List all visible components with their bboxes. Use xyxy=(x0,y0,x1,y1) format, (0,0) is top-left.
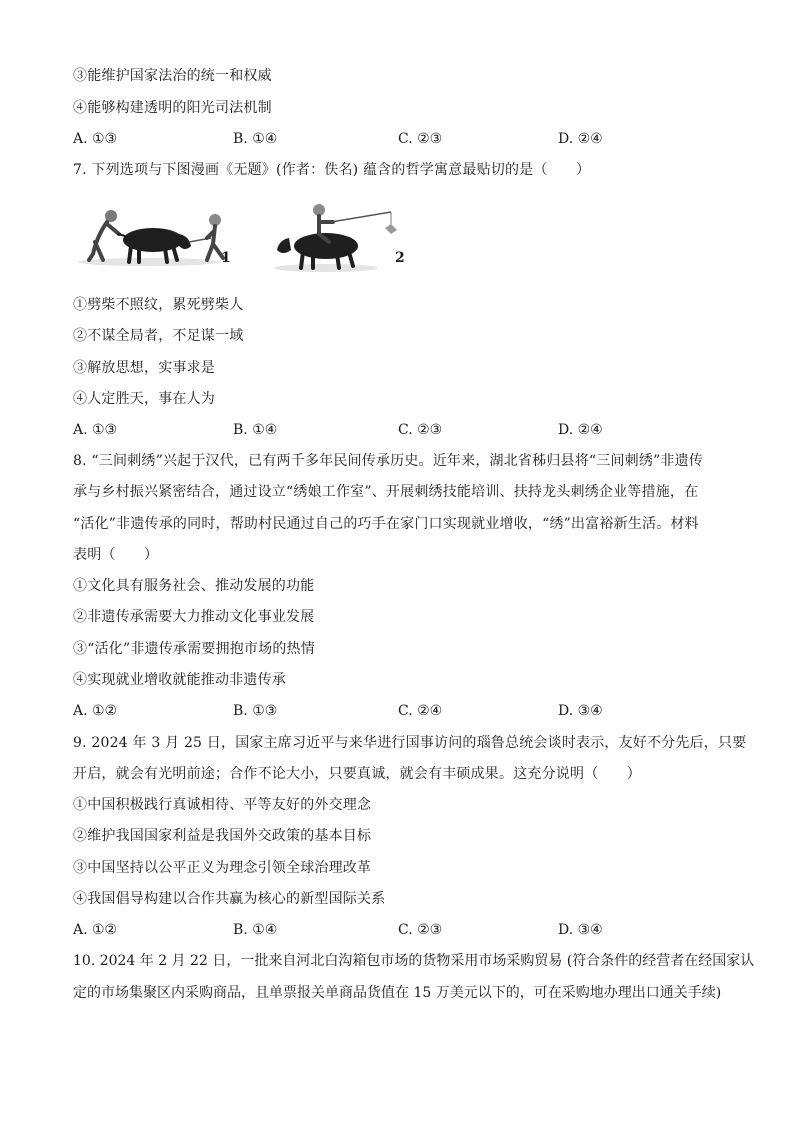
q7-item-4: ④人定胜天，事在人为 xyxy=(73,391,215,407)
q8-stem-line-2: 承与乡村振兴紧密结合，通过设立“绣娘工作室”、开展刺绣技能培训、扶持龙头刺绣企业等措施，在 xyxy=(73,484,699,500)
q6-option-d: D. ②④ xyxy=(558,131,603,147)
q8-stem-line-4: 表明（ ） xyxy=(73,547,159,563)
q9-stem-line-2: 开启，就会有光明前途；合作不论大小，只要真诚，就会有丰硕成果。这充分说明（ ） xyxy=(73,766,641,782)
q6-item-4: ④能够构建透明的阳光司法机制 xyxy=(73,100,272,116)
q8-item-4: ④实现就业增收就能推动非遗传承 xyxy=(73,672,286,688)
q9-item-1: ①中国积极践行真诚相待、平等友好的外交理念 xyxy=(73,797,372,813)
cartoon-label-1: 1 xyxy=(221,250,231,266)
cartoon-panel-2 xyxy=(271,198,411,280)
q7-item-3: ③解放思想，实事求是 xyxy=(73,360,215,376)
q8-item-3: ③“活化”非遗传承需要拥抱市场的热情 xyxy=(73,641,315,657)
q9-options xyxy=(73,920,733,940)
q10-stem-line-2: 定的市场集聚区内采购商品，且单票报关单商品货值在 15 万美元以下的，可在采购地办理出口通关手续) xyxy=(73,985,722,1001)
q7-option-c: C. ②③ xyxy=(398,422,443,438)
q7-option-b: B. ①④ xyxy=(233,422,278,438)
q6-option-c: C. ②③ xyxy=(398,131,443,147)
q7-cartoon xyxy=(73,198,413,280)
q8-options xyxy=(73,701,733,721)
q8-option-c: C. ②④ xyxy=(398,703,443,719)
q8-stem-line-1: 8. “三间刺绣”兴起于汉代，已有两千多年民间传承历史。近年来，湖北省秭归县将“三间刺绣”非遗传 xyxy=(73,453,704,469)
q6-option-a: A. ①③ xyxy=(73,131,118,147)
q9-item-2: ②维护我国国家利益是我国外交政策的基本目标 xyxy=(73,828,372,844)
q7-stem: 7. 下列选项与下图漫画《无题》(作者：佚名) 蕴含的哲学寓意最贴切的是（ ） xyxy=(73,162,591,178)
q6-option-b: B. ①④ xyxy=(233,131,278,147)
cartoon-panel-1 xyxy=(73,198,243,280)
q9-stem-line-1: 9. 2024 年 3 月 25 日，国家主席习近平与来华进行国事访问的瑙鲁总统会谈时表示，友好不分先后，只要 xyxy=(73,735,747,751)
q9-item-3: ③中国坚持以公平正义为理念引领全球治理改革 xyxy=(73,860,372,876)
q9-item-4: ④我国倡导构建以合作共赢为核心的新型国际关系 xyxy=(73,891,386,907)
q10-stem-line-1: 10. 2024 年 2 月 22 日，一批来自河北白沟箱包市场的货物采用市场采购贸易 (符合条件的经营者在经国家认 xyxy=(73,953,755,969)
q8-item-1: ①文化具有服务社会、推动发展的功能 xyxy=(73,578,315,594)
q6-item-3: ③能维护国家法治的统一和权威 xyxy=(73,68,272,84)
q9-option-d: D. ③④ xyxy=(558,922,603,938)
q8-stem-line-3: “活化”非遗传承的同时，帮助村民通过自己的巧手在家门口实现就业增收，“绣”出富裕新生活。材料 xyxy=(73,516,699,532)
q7-item-1: ①劈柴不照纹，累死劈柴人 xyxy=(73,297,244,313)
q8-item-2: ②非遗传承需要大力推动文化事业发展 xyxy=(73,609,315,625)
q6-options xyxy=(73,129,733,149)
q7-options xyxy=(73,420,733,440)
cartoon-label-2: 2 xyxy=(395,250,405,266)
q8-option-b: B. ①③ xyxy=(233,703,278,719)
q8-option-a: A. ①② xyxy=(73,703,118,719)
q8-option-d: D. ③④ xyxy=(558,703,603,719)
q7-item-2: ②不谋全局者，不足谋一域 xyxy=(73,328,244,344)
q9-option-c: C. ②③ xyxy=(398,922,443,938)
q9-option-b: B. ①④ xyxy=(233,922,278,938)
q7-option-d: D. ②④ xyxy=(558,422,603,438)
q9-option-a: A. ①② xyxy=(73,922,118,938)
q7-option-a: A. ①③ xyxy=(73,422,118,438)
